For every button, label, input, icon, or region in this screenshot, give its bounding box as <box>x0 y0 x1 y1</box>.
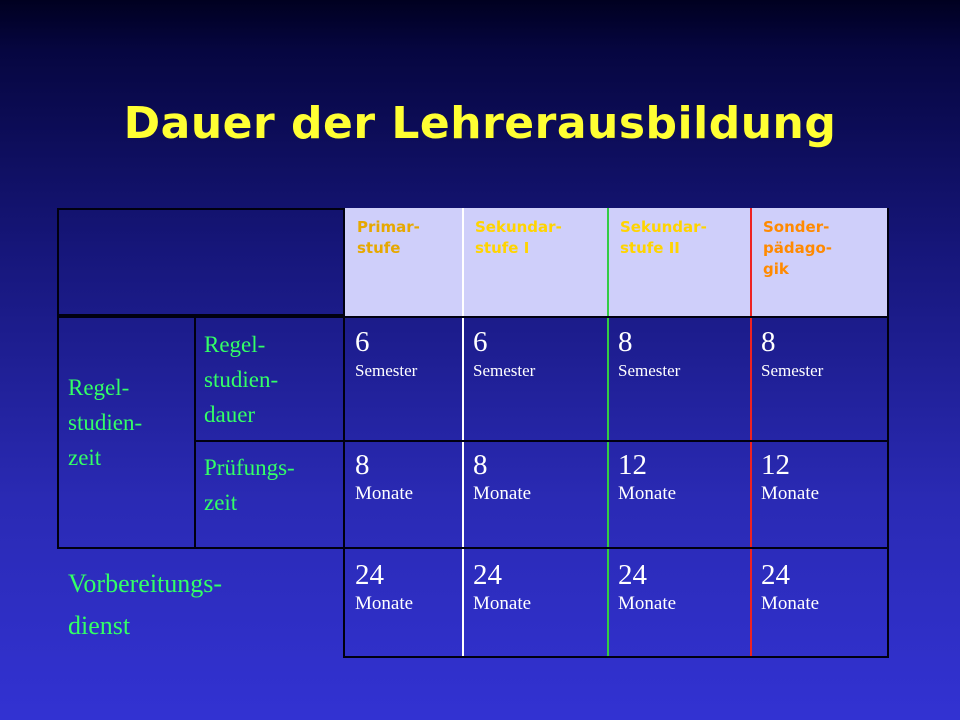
header-label: Sonder- pädago- gik <box>763 218 832 278</box>
cell-number: 12 <box>761 449 790 481</box>
cell-number: 8 <box>473 449 488 481</box>
header-label: Sekundar- stufe II <box>620 218 707 257</box>
grid-line <box>750 208 752 658</box>
cell-unit: Semester <box>355 361 418 380</box>
header-empty-cell <box>57 208 345 316</box>
cell-number: 8 <box>761 326 776 358</box>
grid-line <box>57 547 889 549</box>
table-cell <box>608 551 751 657</box>
table-cell <box>608 441 751 547</box>
header-sekundarstufe-1 <box>463 208 608 316</box>
cell-number: 24 <box>473 559 502 591</box>
cell-unit: Monate <box>355 483 414 504</box>
cell-number: 12 <box>618 449 647 481</box>
cell-number: 8 <box>618 326 633 358</box>
cell-unit: Monate <box>473 483 532 504</box>
header-sekundarstufe-2 <box>608 208 751 316</box>
cell-unit: Monate <box>618 483 677 504</box>
cell-unit: Semester <box>618 361 681 380</box>
grid-line <box>462 208 464 658</box>
table-cell <box>345 441 463 547</box>
cell-unit: Monate <box>618 593 677 614</box>
grid-line <box>57 316 889 318</box>
table-cell <box>463 318 608 440</box>
slide-title: Dauer der Lehrerausbildung <box>123 98 837 149</box>
grid-line <box>194 316 196 548</box>
cell-number: 6 <box>473 326 488 358</box>
cell-unit: Monate <box>761 593 820 614</box>
table-cell <box>345 551 463 657</box>
header-sonderpaedagogik <box>751 208 888 316</box>
cell-number: 24 <box>355 559 384 591</box>
grid-line <box>57 316 59 548</box>
header-label: Primar- stufe <box>357 218 420 257</box>
grid-line <box>607 208 609 658</box>
grid-line <box>194 440 889 442</box>
table-cell <box>345 318 463 440</box>
row-group-label: Regel- studien- zeit <box>68 375 143 470</box>
cell-unit: Semester <box>761 361 824 380</box>
row-label-regelstudiendauer: Regel- studien- dauer <box>204 332 279 427</box>
header-primarstufe <box>345 208 463 316</box>
table-cell <box>463 441 608 547</box>
table-cell <box>463 551 608 657</box>
row-label-vorbereitungsdienst: Vorbereitungs- dienst <box>68 569 223 640</box>
cell-unit: Monate <box>761 483 820 504</box>
table-cell <box>751 318 888 440</box>
table-cell <box>751 551 888 657</box>
grid-line <box>343 316 345 658</box>
cell-number: 24 <box>618 559 647 591</box>
header-label: Sekundar- stufe I <box>475 218 562 257</box>
table-cell <box>751 441 888 547</box>
row-label-pruefungszeit: Prüfungs- zeit <box>204 455 295 515</box>
cell-number: 24 <box>761 559 790 591</box>
cell-unit: Semester <box>473 361 536 380</box>
grid-line <box>343 656 889 658</box>
grid-line <box>887 208 889 658</box>
cell-number: 8 <box>355 449 370 481</box>
table-cell <box>608 318 751 440</box>
cell-number: 6 <box>355 326 370 358</box>
cell-unit: Monate <box>355 593 414 614</box>
cell-unit: Monate <box>473 593 532 614</box>
